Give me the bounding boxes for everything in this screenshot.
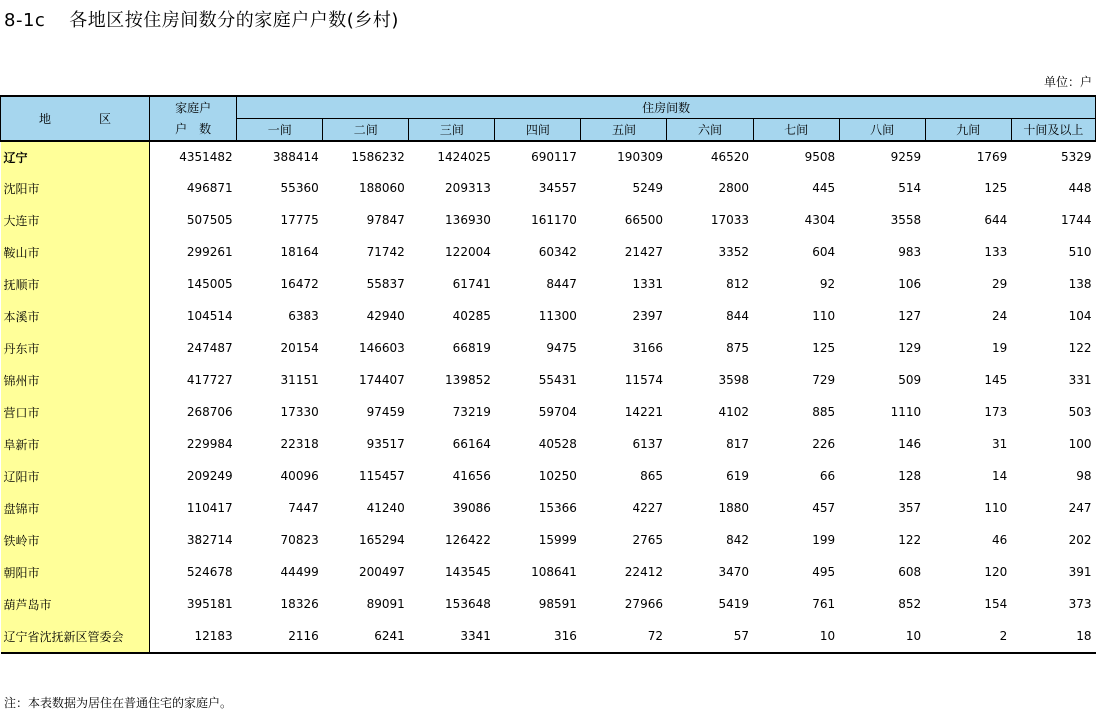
room-count-cell: 4227: [632, 501, 663, 515]
room-count-cell: 495: [812, 565, 836, 579]
room-count-cell: 136930: [445, 213, 491, 227]
room-count-cell: 18326: [280, 597, 319, 611]
room-count-cell: 89091: [366, 597, 405, 611]
room-count-cell: 14: [991, 469, 1008, 483]
room-count-cell: 129: [898, 341, 922, 355]
room-count-cell: 690117: [531, 150, 577, 164]
room-count-cell: 457: [812, 501, 836, 515]
room-count-cell: 146: [898, 437, 922, 451]
page-title: [4, 6, 399, 32]
total-cell: 524678: [186, 565, 233, 579]
total-cell: 299261: [186, 245, 233, 259]
table-row: [1, 460, 1096, 492]
room-count-cell: 812: [726, 277, 750, 291]
room-count-cell: 73219: [452, 405, 491, 419]
room-count-cell: 200497: [358, 565, 405, 579]
region-cell: 抚顺市: [1, 268, 150, 300]
room-count-cell: 817: [726, 437, 750, 451]
room-count-cell: 93517: [366, 437, 405, 451]
room-count-cell: 46520: [710, 150, 750, 164]
room-count-cell: 509: [898, 373, 922, 387]
room-count-cell: 146603: [358, 341, 405, 355]
room-count-cell: 4102: [718, 405, 750, 419]
unit-label: 单位：户: [1043, 75, 1092, 89]
room-count-cell: 10: [753, 620, 839, 653]
room-count-cell: 1880: [718, 501, 750, 515]
room-count-cell: 2397: [632, 309, 663, 323]
room-count-cell: 2800: [718, 181, 750, 195]
data-table: [0, 95, 1096, 654]
room-count-cell: 6383: [288, 309, 319, 323]
room-count-cell: 165294: [358, 533, 405, 547]
room-count-cell: 188060: [358, 181, 405, 195]
room-count-cell: 2765: [632, 533, 663, 547]
header-room-1: 一间: [237, 119, 323, 142]
room-count-cell: 11300: [538, 309, 577, 323]
total-cell: 507505: [186, 213, 233, 227]
room-count-cell: 3341: [409, 620, 495, 653]
room-count-cell: 885: [812, 405, 836, 419]
room-count-cell: 3470: [718, 565, 750, 579]
room-count-cell: 39086: [452, 501, 491, 515]
room-count-cell: 852: [898, 597, 922, 611]
room-count-cell: 2116: [237, 620, 323, 653]
table-title-text: 各地区按住房间数分的家庭户户数(乡村): [69, 10, 399, 31]
room-count-cell: 22318: [280, 437, 319, 451]
region-cell: 辽阳市: [1, 460, 150, 492]
room-count-cell: 1769: [976, 150, 1008, 164]
room-count-cell: 120: [984, 565, 1008, 579]
header-room-7: 七间: [753, 119, 839, 142]
room-count-cell: 98591: [538, 597, 577, 611]
region-cell: 铁岭市: [1, 524, 150, 556]
room-count-cell: 2: [925, 620, 1011, 653]
room-count-cell: 388414: [272, 150, 319, 164]
region-cell: 盘锦市: [1, 492, 150, 524]
room-count-cell: 122: [898, 533, 922, 547]
table-row: [1, 172, 1096, 204]
table-row: [1, 556, 1096, 588]
total-cell: 12183: [150, 620, 237, 653]
total-cell: 382714: [186, 533, 233, 547]
room-count-cell: 104: [1068, 309, 1092, 323]
table-code: 8-1c: [4, 10, 46, 31]
room-count-cell: 445: [812, 181, 836, 195]
room-count-cell: 1586232: [351, 150, 405, 164]
room-count-cell: 126422: [445, 533, 491, 547]
room-count-cell: 40528: [538, 437, 577, 451]
room-count-cell: 604: [812, 245, 836, 259]
room-count-cell: 202: [1068, 533, 1092, 547]
header-total-bottom: 户 数: [150, 119, 237, 142]
room-count-cell: 66500: [624, 213, 663, 227]
header-room-3: 三间: [409, 119, 495, 142]
room-count-cell: 7447: [288, 501, 319, 515]
region-cell: 沈阳市: [1, 172, 150, 204]
total-cell: 496871: [186, 181, 233, 195]
room-count-cell: 60342: [538, 245, 577, 259]
room-count-cell: 16472: [280, 277, 319, 291]
room-count-cell: 55837: [366, 277, 405, 291]
region-cell: 辽宁省沈抚新区管委会: [1, 620, 150, 653]
room-count-cell: 844: [726, 309, 750, 323]
total-cell: 268706: [186, 405, 233, 419]
room-count-cell: 24: [991, 309, 1008, 323]
room-count-cell: 110: [812, 309, 836, 323]
room-count-cell: 619: [726, 469, 750, 483]
total-cell: 417727: [186, 373, 233, 387]
footnote: 注：本表数据为居住在普通住宅的家庭户。: [4, 696, 233, 710]
room-count-cell: 125: [984, 181, 1008, 195]
room-count-cell: 125: [812, 341, 836, 355]
room-count-cell: 503: [1068, 405, 1092, 419]
room-count-cell: 34557: [538, 181, 577, 195]
header-room-9: 九间: [925, 119, 1011, 142]
header-total-top: 家庭户: [150, 96, 237, 119]
total-cell: 104514: [186, 309, 233, 323]
room-count-cell: 71742: [366, 245, 405, 259]
room-count-cell: 1110: [890, 405, 922, 419]
room-count-cell: 209313: [445, 181, 491, 195]
room-count-cell: 66819: [452, 341, 491, 355]
room-count-cell: 331: [1068, 373, 1092, 387]
total-cell: 395181: [186, 597, 233, 611]
room-count-cell: 27966: [624, 597, 663, 611]
room-count-cell: 115457: [358, 469, 405, 483]
header-room-2: 二间: [323, 119, 409, 142]
room-count-cell: 865: [640, 469, 663, 483]
room-count-cell: 357: [898, 501, 922, 515]
room-count-cell: 133: [984, 245, 1008, 259]
room-count-cell: 5249: [632, 181, 663, 195]
room-count-cell: 17330: [280, 405, 319, 419]
region-cell: 辽宁: [1, 141, 150, 172]
room-count-cell: 17033: [710, 213, 750, 227]
room-count-cell: 8447: [546, 277, 577, 291]
room-count-cell: 17775: [280, 213, 319, 227]
table-row: [1, 428, 1096, 460]
room-count-cell: 761: [812, 597, 836, 611]
room-count-cell: 66: [819, 469, 836, 483]
room-count-cell: 199: [812, 533, 836, 547]
room-count-cell: 247: [1068, 501, 1092, 515]
room-count-cell: 97847: [366, 213, 405, 227]
header-room-6: 六间: [667, 119, 753, 142]
total-cell: 209249: [186, 469, 233, 483]
room-count-cell: 1744: [1060, 213, 1092, 227]
table-row: [1, 141, 1096, 172]
room-count-cell: 5329: [1060, 150, 1092, 164]
header-room-10: 十间及以上: [1011, 119, 1095, 142]
total-cell: 145005: [186, 277, 233, 291]
room-count-cell: 138: [1068, 277, 1092, 291]
region-cell: 鞍山市: [1, 236, 150, 268]
region-cell: 锦州市: [1, 364, 150, 396]
room-count-cell: 6241: [323, 620, 409, 653]
header-room-group: 住房间数: [237, 96, 1096, 119]
room-count-cell: 31: [991, 437, 1008, 451]
room-count-cell: 15366: [538, 501, 577, 515]
room-count-cell: 41656: [452, 469, 491, 483]
room-count-cell: 18164: [280, 245, 319, 259]
room-count-cell: 154: [984, 597, 1008, 611]
region-cell: 本溪市: [1, 300, 150, 332]
room-count-cell: 448: [1068, 181, 1092, 195]
room-count-cell: 98: [1076, 469, 1092, 483]
room-count-cell: 41240: [366, 501, 405, 515]
region-cell: 丹东市: [1, 332, 150, 364]
room-count-cell: 6137: [632, 437, 663, 451]
room-count-cell: 19: [991, 341, 1008, 355]
room-count-cell: 9475: [546, 341, 577, 355]
header-region: 地 区: [1, 96, 150, 141]
room-count-cell: 66164: [452, 437, 491, 451]
room-count-cell: 5419: [718, 597, 750, 611]
header-room-8: 八间: [839, 119, 925, 142]
room-count-cell: 4304: [804, 213, 836, 227]
table-row: [1, 268, 1096, 300]
total-cell: 110417: [186, 501, 233, 515]
region-cell: 朝阳市: [1, 556, 150, 588]
room-count-cell: 40285: [452, 309, 491, 323]
table-row: [1, 364, 1096, 396]
room-count-cell: 57: [667, 620, 753, 653]
room-count-cell: 3352: [718, 245, 750, 259]
room-count-cell: 9259: [890, 150, 922, 164]
room-count-cell: 226: [812, 437, 836, 451]
table-row: [1, 524, 1096, 556]
total-cell: 247487: [186, 341, 233, 355]
region-cell: 营口市: [1, 396, 150, 428]
room-count-cell: 59704: [538, 405, 577, 419]
room-count-cell: 644: [984, 213, 1008, 227]
room-count-cell: 127: [898, 309, 922, 323]
room-count-cell: 42940: [366, 309, 405, 323]
header-room-4: 四间: [495, 119, 581, 142]
room-count-cell: 510: [1068, 245, 1092, 259]
room-count-cell: 875: [726, 341, 750, 355]
table-row: [1, 204, 1096, 236]
room-count-cell: 9508: [804, 150, 836, 164]
room-count-cell: 729: [812, 373, 836, 387]
room-count-cell: 106: [898, 277, 922, 291]
room-count-cell: 61741: [452, 277, 491, 291]
room-count-cell: 190309: [617, 150, 663, 164]
room-count-cell: 128: [898, 469, 922, 483]
total-cell: 4351482: [179, 150, 233, 164]
room-count-cell: 3598: [718, 373, 750, 387]
table-row: [1, 588, 1096, 620]
room-count-cell: 173: [984, 405, 1008, 419]
room-count-cell: 10250: [538, 469, 577, 483]
region-cell: 葫芦岛市: [1, 588, 150, 620]
table-row: [1, 396, 1096, 428]
room-count-cell: 31151: [280, 373, 319, 387]
room-count-cell: 10: [839, 620, 925, 653]
room-count-cell: 122: [1068, 341, 1092, 355]
room-count-cell: 174407: [358, 373, 405, 387]
room-count-cell: 15999: [538, 533, 577, 547]
room-count-cell: 11574: [624, 373, 663, 387]
room-count-cell: 1331: [632, 277, 663, 291]
room-count-cell: 100: [1068, 437, 1092, 451]
room-count-cell: 122004: [445, 245, 491, 259]
table-row: [1, 492, 1096, 524]
room-count-cell: 108641: [531, 565, 577, 579]
room-count-cell: 1424025: [437, 150, 491, 164]
total-cell: 229984: [186, 437, 233, 451]
room-count-cell: 46: [991, 533, 1008, 547]
room-count-cell: 983: [898, 245, 922, 259]
room-count-cell: 18: [1011, 620, 1095, 653]
room-count-cell: 97459: [366, 405, 405, 419]
room-count-cell: 514: [898, 181, 922, 195]
table-header: [1, 96, 1096, 141]
room-count-cell: 110: [984, 501, 1008, 515]
room-count-cell: 40096: [280, 469, 319, 483]
room-count-cell: 44499: [280, 565, 319, 579]
room-count-cell: 29: [991, 277, 1008, 291]
room-count-cell: 3558: [890, 213, 922, 227]
room-count-cell: 842: [726, 533, 750, 547]
room-count-cell: 55360: [280, 181, 319, 195]
room-count-cell: 139852: [445, 373, 491, 387]
table-row: [1, 620, 1096, 653]
room-count-cell: 14221: [624, 405, 663, 419]
room-count-cell: 20154: [280, 341, 319, 355]
room-count-cell: 608: [898, 565, 922, 579]
room-count-cell: 22412: [624, 565, 663, 579]
table-row: [1, 236, 1096, 268]
room-count-cell: 3166: [632, 341, 663, 355]
room-count-cell: 145: [984, 373, 1008, 387]
region-cell: 阜新市: [1, 428, 150, 460]
room-count-cell: 72: [581, 620, 667, 653]
table-row: [1, 300, 1096, 332]
table-row: [1, 332, 1096, 364]
room-count-cell: 373: [1068, 597, 1092, 611]
room-count-cell: 21427: [624, 245, 663, 259]
room-count-cell: 92: [819, 277, 836, 291]
room-count-cell: 55431: [538, 373, 577, 387]
room-count-cell: 143545: [445, 565, 491, 579]
table-body: [1, 141, 1096, 653]
room-count-cell: 70823: [280, 533, 319, 547]
header-room-5: 五间: [581, 119, 667, 142]
room-count-cell: 153648: [445, 597, 491, 611]
region-cell: 大连市: [1, 204, 150, 236]
room-count-cell: 161170: [531, 213, 577, 227]
room-count-cell: 316: [495, 620, 581, 653]
room-count-cell: 391: [1068, 565, 1092, 579]
